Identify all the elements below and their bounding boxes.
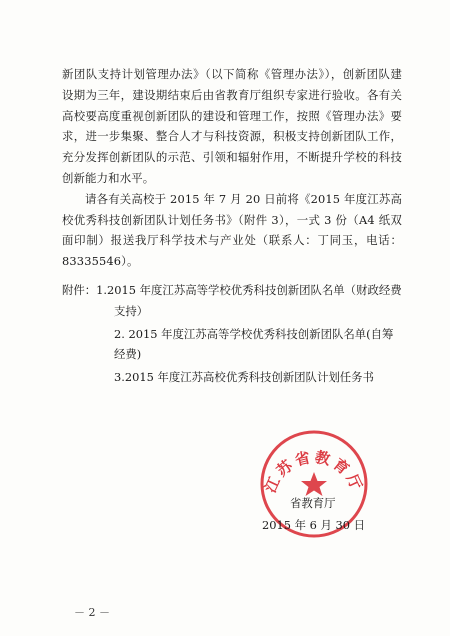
attachments-list bbox=[62, 280, 402, 390]
signing-organization: 省教育厅 bbox=[290, 496, 336, 510]
paragraph-2: 请各有关高校于 2015 年 7 月 20 日前将《2015 年度江苏高校优秀科技创新团队计划任务书》（附件 3），一式 3 份（A4 纸双面印制）报送我厅科学技术与产业处（联系人：丁同玉，电话：83335546）。 bbox=[62, 191, 402, 269]
svg-text:江苏省教育厅: 江苏省教育厅 bbox=[261, 447, 367, 496]
body-text bbox=[62, 64, 402, 272]
page-number: － 2 － bbox=[74, 606, 110, 619]
attachment-item-3: 3.2015 年度江苏高校优秀科技创新团队计划任务书 bbox=[114, 370, 374, 385]
attachment-item-2: 2. 2015 年度江苏高等学校优秀科技创新团队名单(自筹经费) bbox=[114, 326, 394, 362]
paragraph-1: 新团队支持计划管理办法》（以下简称《管理办法》），创新团队建设期为三年，建设期结束后由省教育厅组织专家进行验收。各有关高校要高度重视创新团队的建设和管理工作，按照《管理办法》要求，进一步集聚、整合人才与科技资源，积极支持创新团队工作，充分发挥创新团队的示范、引领和辐射作用，不断提升学校的科技创新能力和水平。 bbox=[62, 67, 402, 185]
seal-star-icon bbox=[301, 472, 327, 496]
attachment-item-1: 附件：1.2015 年度江苏高等学校优秀科技创新团队名单（财政经费支持） bbox=[62, 283, 402, 318]
signing-date: 2015 年 6 月 30 日 bbox=[262, 518, 366, 532]
